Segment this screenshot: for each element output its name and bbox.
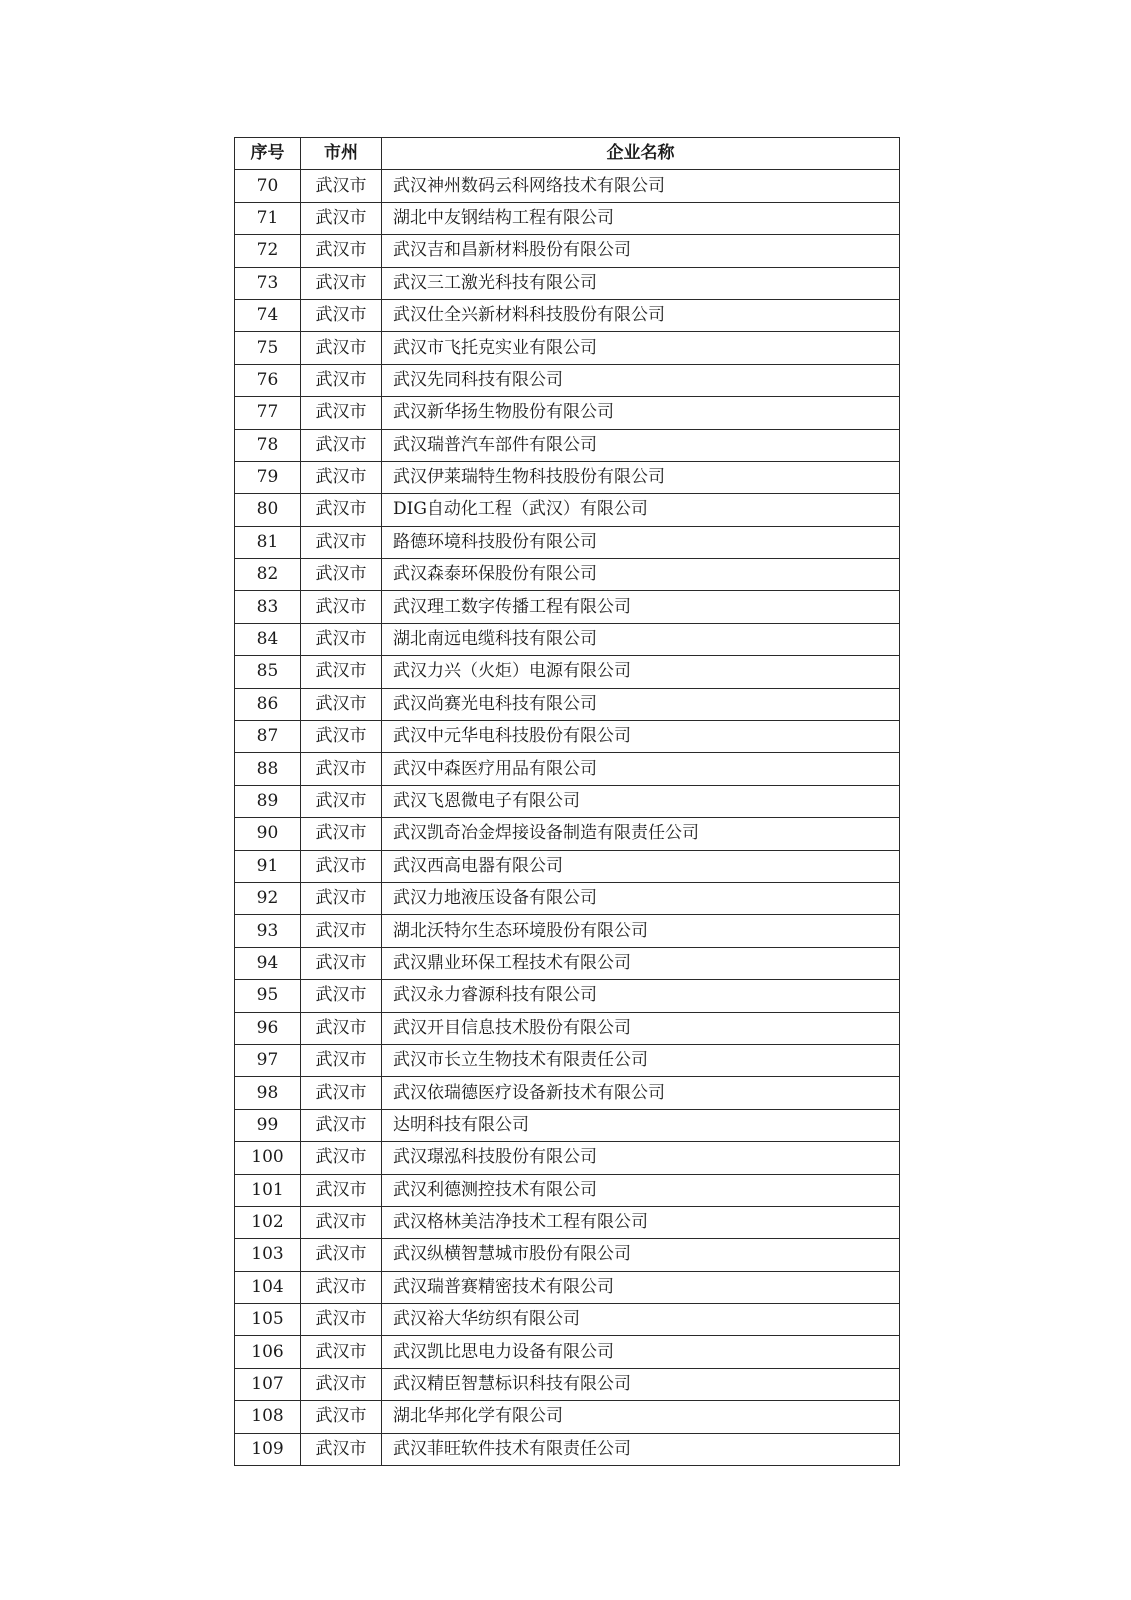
row-company-cell: 武汉开目信息技术股份有限公司	[382, 1012, 900, 1044]
row-company-cell: 武汉力兴（火炬）电源有限公司	[382, 656, 900, 688]
row-city-cell: 武汉市	[301, 494, 382, 526]
row-index-cell: 99	[235, 1109, 301, 1141]
row-company-cell: 武汉市长立生物技术有限责任公司	[382, 1044, 900, 1076]
table-row	[235, 818, 900, 850]
row-index-cell: 97	[235, 1044, 301, 1076]
table-row	[235, 1012, 900, 1044]
table-row	[235, 461, 900, 493]
row-index-cell: 103	[235, 1239, 301, 1271]
table-row	[235, 1336, 900, 1368]
row-index-cell: 107	[235, 1368, 301, 1400]
row-city-cell: 武汉市	[301, 299, 382, 331]
row-city-cell: 武汉市	[301, 429, 382, 461]
table-row	[235, 429, 900, 461]
row-company-cell: 湖北中友钢结构工程有限公司	[382, 202, 900, 234]
row-company-cell: 武汉凯奇冶金焊接设备制造有限责任公司	[382, 818, 900, 850]
row-index-cell: 82	[235, 559, 301, 591]
table-row	[235, 364, 900, 396]
table-row	[235, 591, 900, 623]
table-row	[235, 656, 900, 688]
row-city-cell: 武汉市	[301, 1239, 382, 1271]
row-company-cell: 武汉仕全兴新材料科技股份有限公司	[382, 299, 900, 331]
table-row	[235, 623, 900, 655]
row-index-cell: 90	[235, 818, 301, 850]
row-company-cell: 武汉纵横智慧城市股份有限公司	[382, 1239, 900, 1271]
row-company-cell: 武汉西高电器有限公司	[382, 850, 900, 882]
table-row	[235, 1206, 900, 1238]
row-city-cell: 武汉市	[301, 1142, 382, 1174]
row-company-cell: 武汉鼎业环保工程技术有限公司	[382, 947, 900, 979]
row-index-cell: 71	[235, 202, 301, 234]
row-company-cell: 武汉璟泓科技股份有限公司	[382, 1142, 900, 1174]
row-city-cell: 武汉市	[301, 1077, 382, 1109]
table-row	[235, 980, 900, 1012]
table-row	[235, 332, 900, 364]
table-row	[235, 1174, 900, 1206]
row-company-cell: 武汉理工数字传播工程有限公司	[382, 591, 900, 623]
row-company-cell: 湖北南远电缆科技有限公司	[382, 623, 900, 655]
row-city-cell: 武汉市	[301, 623, 382, 655]
header-city: 市州	[301, 138, 382, 170]
row-city-cell: 武汉市	[301, 1109, 382, 1141]
row-city-cell: 武汉市	[301, 688, 382, 720]
row-city-cell: 武汉市	[301, 1304, 382, 1336]
row-index-cell: 87	[235, 721, 301, 753]
row-index-cell: 92	[235, 882, 301, 914]
table-row	[235, 559, 900, 591]
row-city-cell: 武汉市	[301, 1401, 382, 1433]
row-index-cell: 106	[235, 1336, 301, 1368]
table-row	[235, 850, 900, 882]
row-city-cell: 武汉市	[301, 850, 382, 882]
row-index-cell: 83	[235, 591, 301, 623]
row-company-cell: 武汉森泰环保股份有限公司	[382, 559, 900, 591]
row-company-cell: 达明科技有限公司	[382, 1109, 900, 1141]
row-index-cell: 70	[235, 170, 301, 202]
row-index-cell: 73	[235, 267, 301, 299]
row-company-cell: 武汉力地液压设备有限公司	[382, 882, 900, 914]
table-row	[235, 785, 900, 817]
row-city-cell: 武汉市	[301, 332, 382, 364]
row-index-cell: 74	[235, 299, 301, 331]
row-company-cell: 武汉中元华电科技股份有限公司	[382, 721, 900, 753]
row-index-cell: 96	[235, 1012, 301, 1044]
table-row	[235, 1368, 900, 1400]
row-index-cell: 102	[235, 1206, 301, 1238]
table-row	[235, 494, 900, 526]
row-company-cell: 湖北华邦化学有限公司	[382, 1401, 900, 1433]
row-company-cell: 武汉利德测控技术有限公司	[382, 1174, 900, 1206]
row-city-cell: 武汉市	[301, 785, 382, 817]
row-city-cell: 武汉市	[301, 267, 382, 299]
row-index-cell: 93	[235, 915, 301, 947]
table-row	[235, 1109, 900, 1141]
row-company-cell: 武汉飞恩微电子有限公司	[382, 785, 900, 817]
row-index-cell: 75	[235, 332, 301, 364]
row-city-cell: 武汉市	[301, 1433, 382, 1465]
row-company-cell: 武汉吉和昌新材料股份有限公司	[382, 235, 900, 267]
row-city-cell: 武汉市	[301, 980, 382, 1012]
row-city-cell: 武汉市	[301, 591, 382, 623]
row-city-cell: 武汉市	[301, 656, 382, 688]
row-index-cell: 81	[235, 526, 301, 558]
row-index-cell: 109	[235, 1433, 301, 1465]
table-row	[235, 299, 900, 331]
row-index-cell: 89	[235, 785, 301, 817]
row-index-cell: 85	[235, 656, 301, 688]
table-body	[235, 170, 900, 1466]
row-company-cell: 武汉市飞托克实业有限公司	[382, 332, 900, 364]
row-index-cell: 100	[235, 1142, 301, 1174]
row-index-cell: 79	[235, 461, 301, 493]
table-row	[235, 1401, 900, 1433]
row-index-cell: 104	[235, 1271, 301, 1303]
row-company-cell: 武汉瑞普赛精密技术有限公司	[382, 1271, 900, 1303]
row-index-cell: 91	[235, 850, 301, 882]
row-company-cell: 路德环境科技股份有限公司	[382, 526, 900, 558]
row-city-cell: 武汉市	[301, 397, 382, 429]
row-index-cell: 108	[235, 1401, 301, 1433]
row-company-cell: 武汉伊莱瑞特生物科技股份有限公司	[382, 461, 900, 493]
table-row	[235, 1304, 900, 1336]
row-index-cell: 101	[235, 1174, 301, 1206]
row-company-cell: 武汉精臣智慧标识科技有限公司	[382, 1368, 900, 1400]
row-company-cell: 武汉新华扬生物股份有限公司	[382, 397, 900, 429]
header-index: 序号	[235, 138, 301, 170]
row-index-cell: 78	[235, 429, 301, 461]
table-row	[235, 1142, 900, 1174]
row-city-cell: 武汉市	[301, 1271, 382, 1303]
row-city-cell: 武汉市	[301, 947, 382, 979]
row-company-cell: 武汉依瑞德医疗设备新技术有限公司	[382, 1077, 900, 1109]
table-row	[235, 1077, 900, 1109]
header-company: 企业名称	[382, 138, 900, 170]
table-row	[235, 688, 900, 720]
table-row	[235, 1433, 900, 1465]
row-city-cell: 武汉市	[301, 1336, 382, 1368]
table-row	[235, 721, 900, 753]
row-company-cell: 武汉裕大华纺织有限公司	[382, 1304, 900, 1336]
row-city-cell: 武汉市	[301, 818, 382, 850]
table-row	[235, 915, 900, 947]
row-city-cell: 武汉市	[301, 526, 382, 558]
row-company-cell: 武汉瑞普汽车部件有限公司	[382, 429, 900, 461]
enterprise-table	[234, 137, 900, 1466]
row-company-cell: 武汉永力睿源科技有限公司	[382, 980, 900, 1012]
row-city-cell: 武汉市	[301, 559, 382, 591]
row-index-cell: 105	[235, 1304, 301, 1336]
row-city-cell: 武汉市	[301, 1206, 382, 1238]
table-row	[235, 235, 900, 267]
row-city-cell: 武汉市	[301, 1174, 382, 1206]
row-city-cell: 武汉市	[301, 364, 382, 396]
header-row	[235, 138, 900, 170]
row-company-cell: 武汉格林美洁净技术工程有限公司	[382, 1206, 900, 1238]
row-city-cell: 武汉市	[301, 235, 382, 267]
row-index-cell: 76	[235, 364, 301, 396]
row-index-cell: 77	[235, 397, 301, 429]
row-city-cell: 武汉市	[301, 461, 382, 493]
table-row	[235, 947, 900, 979]
row-company-cell: 武汉凯比思电力设备有限公司	[382, 1336, 900, 1368]
row-city-cell: 武汉市	[301, 753, 382, 785]
row-city-cell: 武汉市	[301, 202, 382, 234]
row-company-cell: 武汉中森医疗用品有限公司	[382, 753, 900, 785]
row-company-cell: 武汉尚赛光电科技有限公司	[382, 688, 900, 720]
table-row	[235, 397, 900, 429]
row-index-cell: 88	[235, 753, 301, 785]
row-index-cell: 94	[235, 947, 301, 979]
row-company-cell: DIG自动化工程（武汉）有限公司	[382, 494, 900, 526]
row-company-cell: 湖北沃特尔生态环境股份有限公司	[382, 915, 900, 947]
row-city-cell: 武汉市	[301, 1044, 382, 1076]
row-index-cell: 84	[235, 623, 301, 655]
row-index-cell: 98	[235, 1077, 301, 1109]
row-city-cell: 武汉市	[301, 721, 382, 753]
row-company-cell: 武汉菲旺软件技术有限责任公司	[382, 1433, 900, 1465]
row-city-cell: 武汉市	[301, 915, 382, 947]
table-header	[235, 138, 900, 170]
row-company-cell: 武汉神州数码云科网络技术有限公司	[382, 170, 900, 202]
table-row	[235, 202, 900, 234]
table-row	[235, 1044, 900, 1076]
row-index-cell: 72	[235, 235, 301, 267]
table-row	[235, 526, 900, 558]
row-index-cell: 80	[235, 494, 301, 526]
table-row	[235, 882, 900, 914]
table-row	[235, 267, 900, 299]
row-index-cell: 95	[235, 980, 301, 1012]
table-row	[235, 170, 900, 202]
table-row	[235, 1239, 900, 1271]
row-city-cell: 武汉市	[301, 1012, 382, 1044]
row-company-cell: 武汉先同科技有限公司	[382, 364, 900, 396]
table-row	[235, 753, 900, 785]
row-city-cell: 武汉市	[301, 882, 382, 914]
table-row	[235, 1271, 900, 1303]
row-company-cell: 武汉三工激光科技有限公司	[382, 267, 900, 299]
row-city-cell: 武汉市	[301, 1368, 382, 1400]
row-index-cell: 86	[235, 688, 301, 720]
row-city-cell: 武汉市	[301, 170, 382, 202]
